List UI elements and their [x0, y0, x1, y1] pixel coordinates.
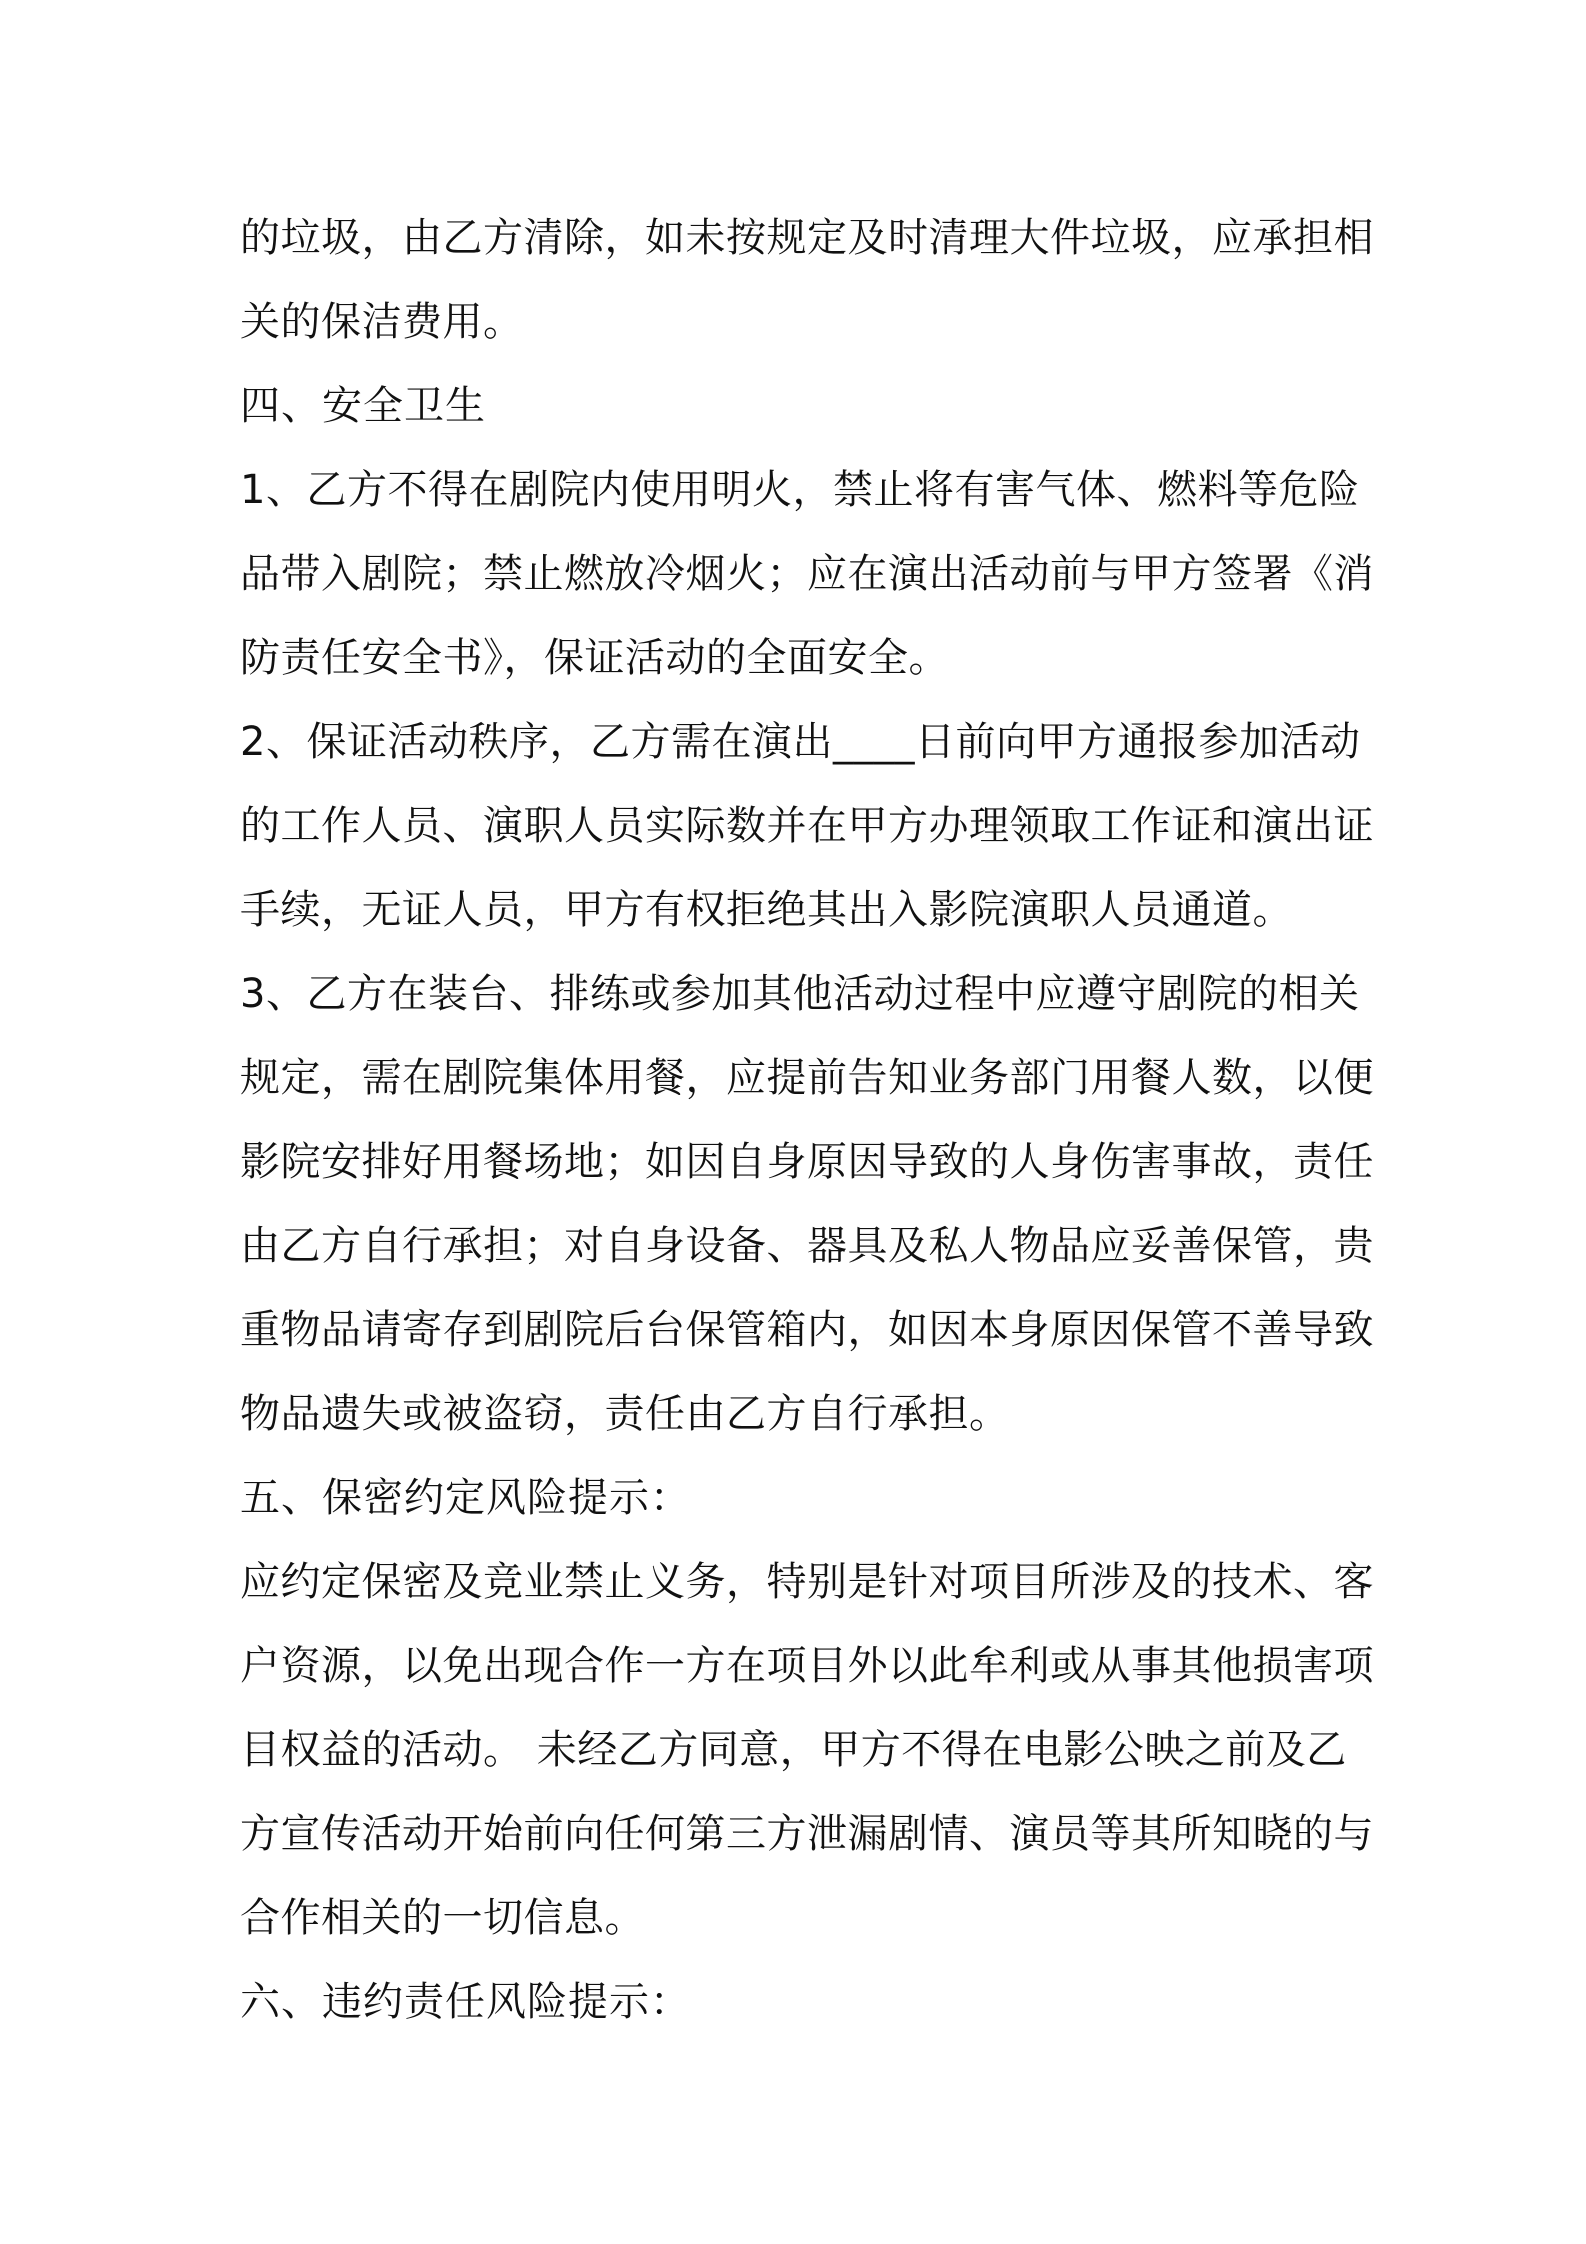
section-heading-breach: 六、违约责任风险提示：: [240, 1979, 691, 2025]
paragraph-line: 重物品请寄存到剧院后台保管箱内，如因本身原因保管不善导致: [240, 1307, 1374, 1353]
paragraph-line: 规定，需在剧院集体用餐，应提前告知业务部门用餐人数，以便: [240, 1055, 1374, 1101]
document-body: [240, 196, 1374, 2044]
paragraph-line: 2、保证活动秩序，乙方需在演出____日前向甲方通报参加活动: [240, 719, 1361, 765]
paragraph-line: 合作相关的一切信息。: [240, 1895, 645, 1941]
paragraph-line: 3、乙方在装台、排练或参加其他活动过程中应遵守剧院的相关: [240, 971, 1360, 1017]
paragraph-line: 的垃圾，由乙方清除，如未按规定及时清理大件垃圾，应承担相: [240, 215, 1374, 261]
paragraph-line: 的工作人员、演职人员实际数并在甲方办理领取工作证和演出证: [240, 803, 1374, 849]
paragraph-line: 户资源，以免出现合作一方在项目外以此牟利或从事其他损害项: [240, 1643, 1374, 1689]
paragraph-line: 由乙方自行承担；对自身设备、器具及私人物品应妥善保管，贵: [240, 1223, 1374, 1269]
paragraph-line: 影院安排好用餐场地；如因自身原因导致的人身伤害事故，责任: [240, 1139, 1374, 1185]
paragraph-line: 品带入剧院；禁止燃放冷烟火；应在演出活动前与甲方签署《消: [240, 551, 1374, 597]
paragraph-line: 方宣传活动开始前向任何第三方泄漏剧情、演员等其所知晓的与: [240, 1811, 1374, 1857]
paragraph-line: 目权益的活动。 未经乙方同意，甲方不得在电影公映之前及乙: [240, 1727, 1347, 1773]
paragraph-line: 关的保洁费用。: [240, 299, 524, 345]
section-heading-confidentiality: 五、保密约定风险提示：: [240, 1475, 691, 1521]
paragraph-line: 物品遗失或被盗窃，责任由乙方自行承担。: [240, 1391, 1010, 1437]
paragraph-line: 手续，无证人员，甲方有权拒绝其出入影院演职人员通道。: [240, 887, 1293, 933]
paragraph-line: 1、乙方不得在剧院内使用明火，禁止将有害气体、燃料等危险: [240, 467, 1360, 513]
section-heading-safety: 四、安全卫生: [240, 383, 486, 429]
paragraph-line: 防责任安全书》，保证活动的全面安全。: [240, 635, 949, 681]
paragraph-line: 应约定保密及竞业禁止义务，特别是针对项目所涉及的技术、客: [240, 1559, 1374, 1605]
